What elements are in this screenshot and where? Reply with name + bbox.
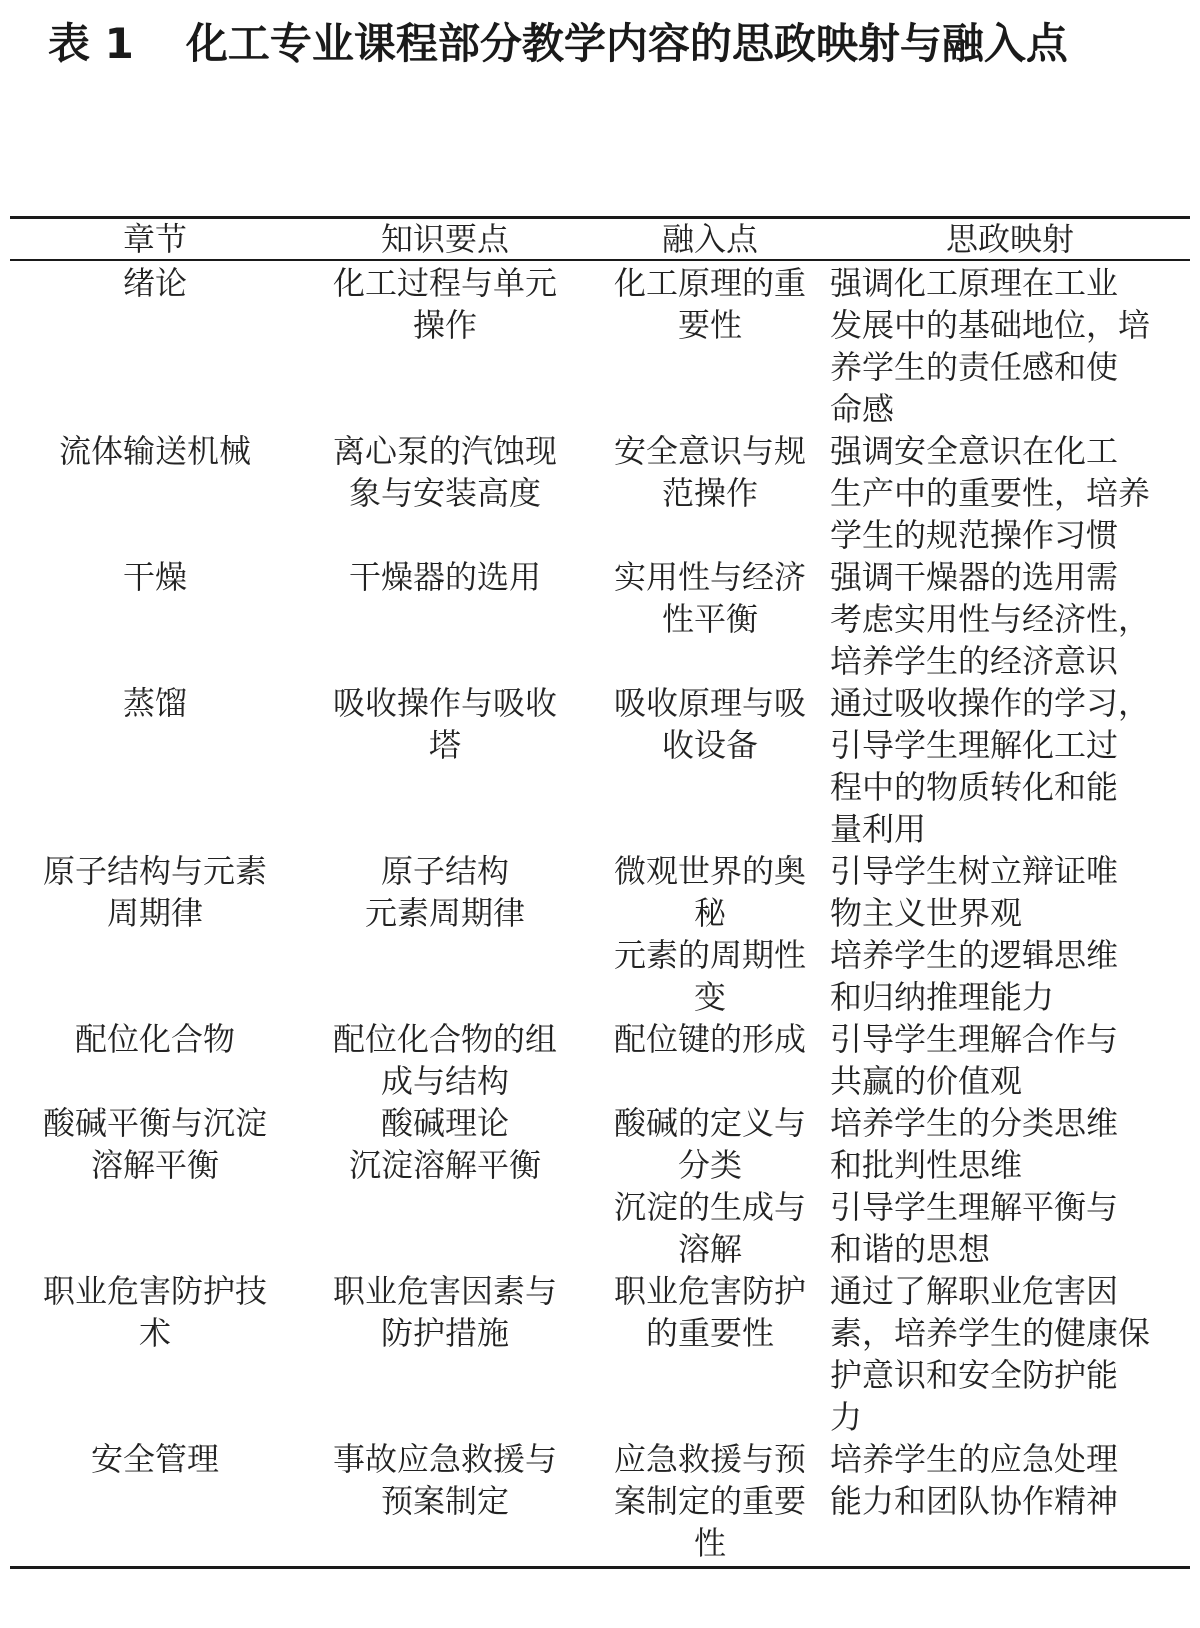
table-row <box>10 262 1190 430</box>
mapping-cell: 培养学生的应急处理 能力和团队协作精神 <box>830 1440 1119 1520</box>
integration-cell: 元素的周期性 变 <box>613 936 806 1016</box>
knowledge-cell: 原子结构 元素周期律 <box>364 852 525 932</box>
knowledge-cell: 化工过程与单元 操作 <box>332 264 557 344</box>
integration-cell: 实用性与经济 性平衡 <box>613 558 806 638</box>
mapping-cell: 引导学生树立辩证唯 物主义世界观 <box>830 852 1119 932</box>
mapping-cell: 强调干燥器的选用需 考虑实用性与经济性， 培养学生的经济意识 <box>830 558 1151 680</box>
chapter-cell: 原子结构与元素 周期律 <box>42 852 267 932</box>
chapter-cell: 流体输送机械 <box>58 432 251 470</box>
knowledge-cell: 吸收操作与吸收 塔 <box>332 684 557 764</box>
header-ideology-mapping: 思政映射 <box>945 220 1074 258</box>
table-row <box>10 1438 1190 1564</box>
table-body <box>10 261 1190 1566</box>
header-chapter: 章节 <box>122 220 187 258</box>
knowledge-cell: 配位化合物的组 成与结构 <box>332 1020 557 1100</box>
ideology-mapping-table <box>10 216 1190 1569</box>
chapter-cell: 干燥 <box>122 558 187 596</box>
mapping-cell: 通过吸收操作的学习， 引导学生理解化工过 程中的物质转化和能 量利用 <box>830 684 1151 848</box>
table-row <box>10 1186 1190 1270</box>
caption-title: 化工专业课程部分教学内容的思政映射与融入点 <box>185 19 1068 68</box>
mapping-cell: 引导学生理解平衡与 和谐的思想 <box>830 1188 1119 1268</box>
knowledge-cell: 酸碱理论 沉淀溶解平衡 <box>348 1104 541 1184</box>
header-integration-points: 融入点 <box>661 220 758 258</box>
caption-label: 表 1 <box>48 19 134 68</box>
integration-cell: 化工原理的重 要性 <box>613 264 806 344</box>
chapter-cell: 安全管理 <box>90 1440 219 1478</box>
table-header-row <box>10 219 1190 259</box>
table-caption <box>48 12 1068 76</box>
table-row <box>10 1270 1190 1438</box>
mapping-cell: 强调化工原理在工业 发展中的基础地位，培 养学生的责任感和使 命感 <box>830 264 1151 428</box>
integration-cell: 酸碱的定义与 分类 <box>613 1104 806 1184</box>
integration-cell: 应急救援与预 案制定的重要 性 <box>613 1440 806 1562</box>
table-row <box>10 556 1190 682</box>
table-row <box>10 682 1190 850</box>
knowledge-cell: 职业危害因素与 防护措施 <box>332 1272 557 1352</box>
chapter-cell: 职业危害防护技 术 <box>42 1272 267 1352</box>
knowledge-cell: 干燥器的选用 <box>348 558 541 596</box>
mapping-cell: 培养学生的分类思维 和批判性思维 <box>830 1104 1119 1184</box>
header-knowledge-points: 知识要点 <box>380 220 509 258</box>
table-row <box>10 1018 1190 1102</box>
table-row <box>10 430 1190 556</box>
mapping-cell: 通过了解职业危害因 素，培养学生的健康保 护意识和安全防护能 力 <box>830 1272 1151 1436</box>
table-bottom-rule <box>10 1566 1190 1569</box>
chapter-cell: 酸碱平衡与沉淀 溶解平衡 <box>42 1104 267 1184</box>
mapping-cell: 培养学生的逻辑思维 和归纳推理能力 <box>830 936 1119 1016</box>
knowledge-cell: 离心泵的汽蚀现 象与安装高度 <box>332 432 557 512</box>
table-row <box>10 1102 1190 1186</box>
mapping-cell: 引导学生理解合作与 共赢的价值观 <box>830 1020 1119 1100</box>
integration-cell: 安全意识与规 范操作 <box>613 432 806 512</box>
integration-cell: 微观世界的奥 秘 <box>613 852 806 932</box>
integration-cell: 沉淀的生成与 溶解 <box>613 1188 806 1268</box>
chapter-cell: 配位化合物 <box>74 1020 235 1058</box>
mapping-cell: 强调安全意识在化工 生产中的重要性，培养 学生的规范操作习惯 <box>830 432 1151 554</box>
knowledge-cell: 事故应急救援与 预案制定 <box>332 1440 557 1520</box>
chapter-cell: 绪论 <box>122 264 187 302</box>
integration-cell: 配位键的形成 <box>613 1020 806 1058</box>
table-row <box>10 850 1190 934</box>
integration-cell: 职业危害防护 的重要性 <box>613 1272 806 1352</box>
chapter-cell: 蒸馏 <box>122 684 187 722</box>
integration-cell: 吸收原理与吸 收设备 <box>613 684 806 764</box>
table-row <box>10 934 1190 1018</box>
